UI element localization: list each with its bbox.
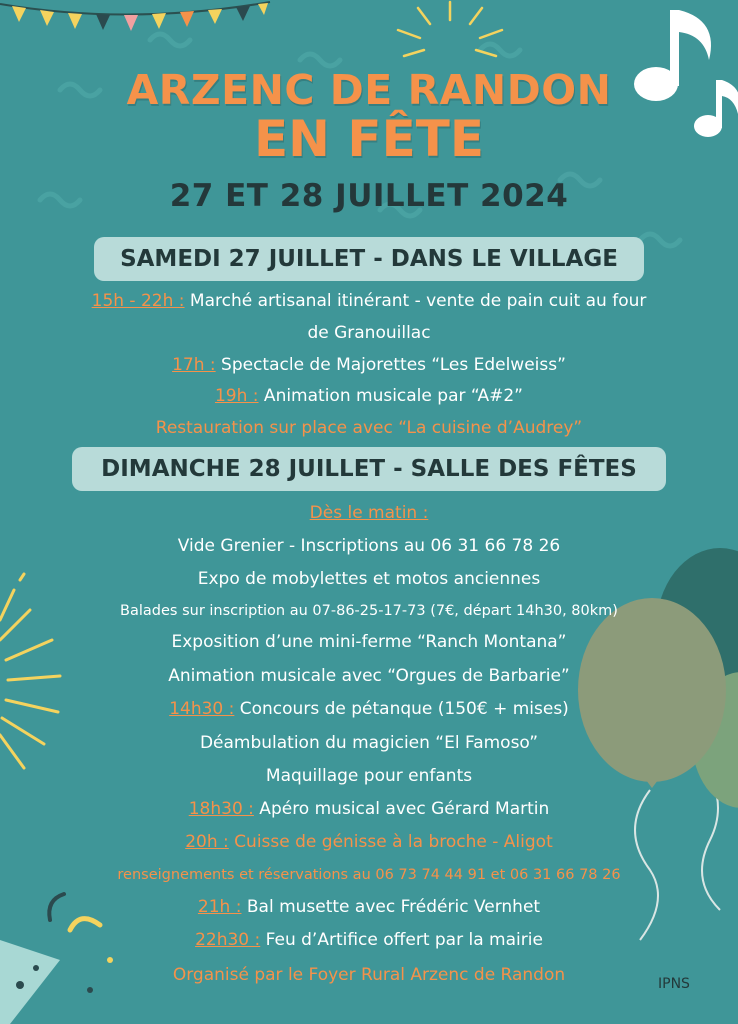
sunday-item: 14h30 : Concours de pétanque (150€ + mises) [169,699,569,719]
saturday-item: 15h - 22h : Marché artisanal itinérant - vente de pain cuit au four [91,291,647,311]
sunday-morning-label: Dès le matin : [309,503,429,523]
saturday-item: Restauration sur place avec “La cuisine d’Audrey” [155,418,583,438]
organizer-line: Organisé par le Foyer Rural Arzenc de Randon [172,965,566,985]
event-dates: 27 ET 28 JUILLET 2024 [169,178,569,214]
saturday-header: SAMEDI 27 JUILLET - DANS LE VILLAGE [94,237,644,281]
saturday-item: 17h : Spectacle de Majorettes “Les Edelweiss” [172,355,566,375]
sunday-item: Balades sur inscription au 07-86-25-17-73 (7€, départ 14h30, 80km) [120,603,618,619]
sunday-item: renseignements et réservations au 06 73 74 44 91 et 06 31 66 78 26 [117,867,621,883]
sunday-item: 22h30 : Feu d’Artifice offert par la mairie [195,930,543,950]
saturday-item: de Granouillac [307,323,431,343]
poster-title-line2: EN FÊTE [254,110,484,168]
sunday-item: Exposition d’une mini-ferme “Ranch Montana” [171,632,567,652]
sunday-item: Animation musicale avec “Orgues de Barbarie” [168,666,570,686]
firework-top [398,2,502,56]
sunday-item: 18h30 : Apéro musical avec Gérard Martin [188,799,550,819]
sunday-item: Déambulation du magicien “El Famoso” [199,733,539,753]
saturday-item: 19h : Animation musicale par “A#2” [214,386,523,406]
sunday-item: Vide Grenier - Inscriptions au 06 31 66 78 26 [177,536,561,556]
sunday-item: 20h : Cuisse de génisse à la broche - Aligot [185,832,553,852]
sunday-item: Maquillage pour enfants [265,766,473,786]
poster-title-line1: ARZENC DE RANDON [126,66,612,114]
ipns-label: IPNS [658,976,690,992]
sunday-item: Expo de mobylettes et motos anciennes [197,569,541,589]
sunday-item: 21h : Bal musette avec Frédéric Vernhet [197,897,541,917]
bunting-flags [0,2,270,31]
sunday-header: DIMANCHE 28 JUILLET - SALLE DES FÊTES [72,447,666,491]
